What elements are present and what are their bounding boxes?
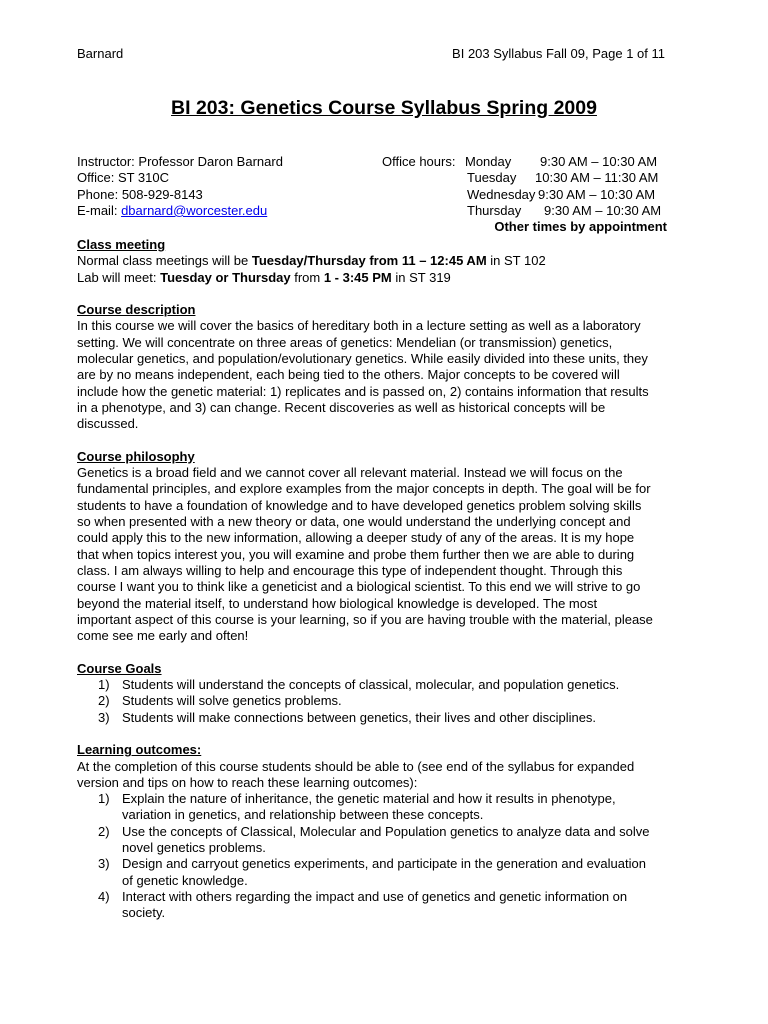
office-hours-time: 9:30 AM – 10:30 AM xyxy=(538,186,656,202)
text-line: In this course we will cover the basics of hereditary both in a lecture setting as well as a laboratory xyxy=(77,318,641,334)
text-line: Genetics is a broad field and we cannot cover all relevant material. Instead we will focus on the xyxy=(77,465,623,481)
text-line: class. I am always willing to help and encourage this type of independent thought. Through this xyxy=(77,562,623,578)
lab-time: 1 - 3:45 PM xyxy=(323,269,392,285)
office-hours-day: Monday xyxy=(465,154,512,169)
text-line: include how the genetic material: 1) replicates and is passed on, 2) contains information that results xyxy=(77,383,649,399)
list-item-text: Interact with others regarding the impact and use of genetics and genetic information on xyxy=(122,888,628,904)
list-item-text: Explain the nature of inheritance, the genetic material and how it results in phenotype, xyxy=(122,791,616,807)
office-hours-time: 9:30 AM – 10:30 AM xyxy=(544,202,662,218)
text-line: version and tips on how to reach these learning outcomes): xyxy=(77,774,418,790)
office-location: Office: ST 310C xyxy=(77,170,170,186)
text-line: beyond the material itself, to understand how biological knowledge is developed. The most xyxy=(77,595,598,611)
header-page-info: BI 203 Syllabus Fall 09, Page 1 of 11 xyxy=(452,46,665,61)
phone-number: Phone: 508-929-8143 xyxy=(77,186,203,202)
appointment-row xyxy=(382,219,682,235)
text-segment: Lab will meet: xyxy=(77,269,161,285)
office-hours-day: Tuesday xyxy=(467,170,517,186)
text-line: important aspect of this course is your learning, so if you are having trouble with the material, please xyxy=(77,611,653,627)
course-goals-heading: Course Goals xyxy=(77,660,162,676)
text-line: so when presented with a new theory or data, one would understand the underlying concept and xyxy=(77,514,631,530)
text-line: that when topics interest you, you will examine and probe them further then we are able to during xyxy=(77,546,635,562)
text-segment: in ST 102 xyxy=(486,253,546,269)
list-item-number: 4) xyxy=(98,888,110,904)
office-hours-time: 10:30 AM – 11:30 AM xyxy=(535,170,659,186)
page-title: BI 203: Genetics Course Syllabus Spring 2009 xyxy=(171,97,597,119)
syllabus-body xyxy=(77,237,692,921)
office-hours-label: Office hours: xyxy=(382,154,456,169)
office-hours-time: 9:30 AM – 10:30 AM xyxy=(540,154,658,169)
list-item-number: 3) xyxy=(98,709,110,725)
office-hours-row xyxy=(382,187,682,203)
list-item-text: of genetic knowledge. xyxy=(122,872,248,888)
learning-outcomes-heading: Learning outcomes: xyxy=(77,742,202,758)
text-line: discussed. xyxy=(77,416,139,432)
instructor-info xyxy=(77,154,283,219)
course-description-heading: Course description xyxy=(77,302,196,318)
list-item-text: Design and carryout genetics experiments, and participate in the generation and evaluation xyxy=(122,856,646,872)
office-hours-row xyxy=(382,154,682,170)
course-philosophy-heading: Course philosophy xyxy=(77,448,195,464)
list-item-number: 3) xyxy=(98,856,110,872)
class-meeting-heading: Class meeting xyxy=(77,237,166,252)
office-hours-day: Thursday xyxy=(467,202,522,218)
list-item-text: Students will understand the concepts of classical, molecular, and population genetics. xyxy=(122,677,620,693)
text-segment: in ST 319 xyxy=(391,269,451,285)
text-line: students to have a foundation of knowledge and to have developed genetics problem solving skills xyxy=(77,497,642,513)
list-item xyxy=(77,677,692,693)
list-item-text: variation in genetics, and relationship between these concepts. xyxy=(122,807,484,823)
list-item-number: 2) xyxy=(98,693,110,709)
list-item-number: 2) xyxy=(98,823,110,839)
email-label: E-mail: xyxy=(77,202,122,218)
text-line: fundamental principles, and explore examples from the major concepts in depth. The goal will be for xyxy=(77,481,651,497)
list-item xyxy=(77,693,692,709)
text-segment: Normal class meetings will be xyxy=(77,253,252,269)
list-item xyxy=(77,856,692,889)
office-hours-row xyxy=(382,203,682,219)
meeting-time: Tuesday/Thursday from 11 – 12:45 AM xyxy=(251,253,487,269)
text-line: course I want you to think like a geneticist and a biological scientist. To this end we will strive to go xyxy=(77,579,641,595)
instructor-name: Instructor: Professor Daron Barnard xyxy=(77,154,283,169)
email-line xyxy=(77,203,283,219)
list-item-text: society. xyxy=(122,905,166,921)
learning-outcomes-list xyxy=(77,791,692,921)
list-item-number: 1) xyxy=(98,791,110,807)
office-hours xyxy=(382,154,682,235)
lab-meeting-line xyxy=(77,270,692,286)
list-item xyxy=(77,710,692,726)
list-item-text: Students will make connections between genetics, their lives and other disciplines. xyxy=(122,709,597,725)
class-meeting-line xyxy=(77,253,692,269)
course-goals-list xyxy=(77,677,692,726)
list-item-text: novel genetics problems. xyxy=(122,839,266,855)
list-item xyxy=(77,889,692,922)
office-hours-row xyxy=(382,170,682,186)
learning-outcomes-intro xyxy=(77,759,692,792)
list-item-text: Use the concepts of Classical, Molecular and Population genetics to analyze data and solve xyxy=(122,823,650,839)
appointment-note: Other times by appointment xyxy=(494,219,667,235)
text-line: come see me early and often! xyxy=(77,628,249,644)
list-item xyxy=(77,791,692,824)
course-philosophy-text xyxy=(77,465,692,644)
text-line: could apply this to the new information, allowing a deeper study of any of the areas. It is my hope xyxy=(77,530,635,546)
lab-days: Tuesday or Thursday xyxy=(160,269,291,285)
list-item xyxy=(77,824,692,857)
text-line: At the completion of this course students should be able to (see end of the syllabus for expanded xyxy=(77,758,635,774)
header-author: Barnard xyxy=(77,46,124,61)
course-description-text xyxy=(77,318,692,432)
text-line: molecular genetics, and population/evolutionary genetics. While easily divided into these units, they xyxy=(77,351,648,367)
list-item-number: 1) xyxy=(98,677,110,693)
email-link[interactable]: dbarnard@worcester.edu xyxy=(121,202,268,218)
text-segment: from xyxy=(290,269,324,285)
text-line: setting. We will concentrate on three areas of genetics: Mendelian (or transmission) genetics, xyxy=(77,334,613,350)
list-item-text: Students will solve genetics problems. xyxy=(122,693,342,709)
text-line: in a phenotype, and 3) can change. Recent discoveries as well as historical concepts will be xyxy=(77,399,606,415)
text-line: are by no means independent, each being tied to the others. Major concepts to be covered will xyxy=(77,367,620,383)
office-hours-day: Wednesday xyxy=(467,186,536,202)
